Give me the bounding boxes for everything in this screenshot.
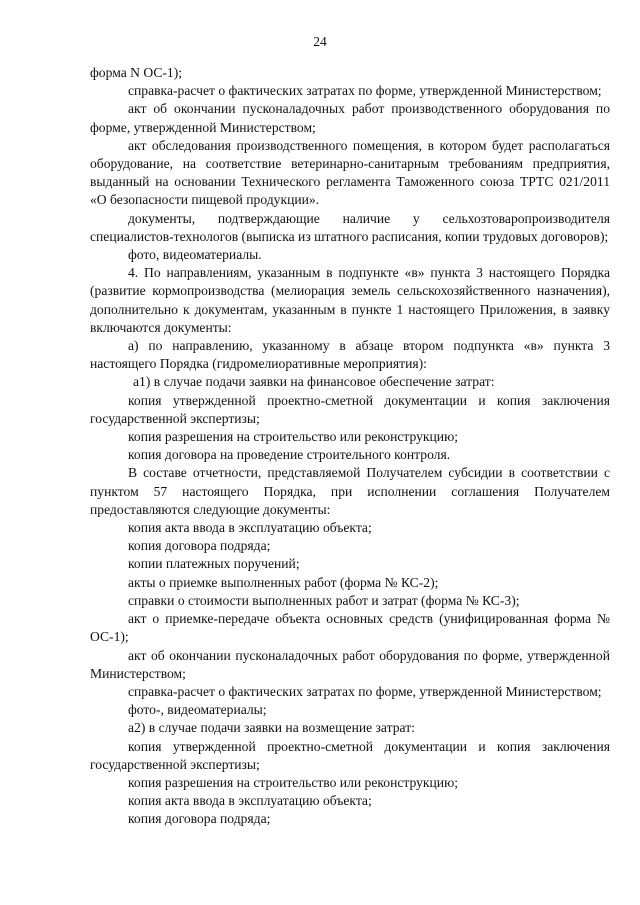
paragraph: акт обследования производственного помещения, в котором будет располагаться оборудование, на соответствие ветеринарно-санитарным требованиям предприятия, выданный на основании Технического регламента Таможенного союза ТРТС 021/2011 «О безопасности пищевой продукции». [90, 137, 610, 208]
paragraph: копия утвержденной проектно-сметной документации и копия заключения государственной экспертизы; [90, 392, 610, 426]
paragraph: В составе отчетности, представляемой Получателем субсидии в соответствии с пунктом 57 настоящего Порядка, при исполнении соглашения Получателем предоставляются следующие документы: [90, 465, 610, 517]
paragraph: форма N ОС-1); [90, 65, 183, 80]
paragraph: акт об окончании пусконаладочных работ производственного оборудования по форме, утвержденной Министерством; [90, 101, 610, 135]
paragraph: а) по направлению, указанному в абзаце втором подпункта «в» пункта 3 настоящего Порядка (гидромелиоративные мероприятия): [90, 338, 610, 372]
paragraph: 4. По направлениям, указанным в подпункте «в» пункта 3 настоящего Порядка (развитие кормопроизводства (мелиорация земель сельскохозяйственного назначения), дополнительно к документам, указанным в пункте 1 настоящего Приложения, в заявку включаются документы: [90, 265, 610, 335]
paragraph: акт об окончании пусконаладочных работ оборудования по форме, утвержденной Министерством; [90, 647, 610, 681]
paragraph: справка-расчет о фактических затратах по форме, утвержденной Министерством; [128, 683, 602, 699]
paragraph: копия договора подряда; [128, 811, 271, 827]
paragraph: копия акта ввода в эксплуатацию объекта; [128, 520, 372, 536]
paragraph: акт о приемке-передаче объекта основных средств (унифицированная форма № ОС-1); [90, 611, 610, 645]
paragraph: копия договора подряда; [128, 538, 271, 554]
paragraph: копии платежных поручений; [128, 556, 300, 572]
paragraph: а1) в случае подачи заявки на финансовое обеспечение затрат: [133, 374, 495, 390]
document-body [90, 64, 610, 829]
paragraph: копия договора на проведение строительного контроля. [128, 447, 451, 463]
page-number: 24 [313, 34, 327, 49]
paragraph: акты о приемке выполненных работ (форма № КС-2); [128, 574, 439, 590]
paragraph: фото-, видеоматериалы; [128, 702, 267, 718]
paragraph: фото, видеоматериалы. [128, 247, 262, 263]
paragraph: копия разрешения на строительство или реконструкцию; [128, 774, 458, 790]
paragraph: справка-расчет о фактических затратах по форме, утвержденной Министерством; [128, 83, 602, 99]
paragraph: а2) в случае подачи заявки на возмещение затрат: [128, 720, 415, 736]
paragraph: копия утвержденной проектно-сметной документации и копия заключения государственной экспертизы; [90, 738, 610, 772]
paragraph: справки о стоимости выполненных работ и затрат (форма № КС-3); [128, 592, 520, 608]
paragraph: копия акта ввода в эксплуатацию объекта; [128, 793, 372, 809]
paragraph: документы, подтверждающие наличие у сельхозтоваропроизводителя специалистов-технологов (выписка из штатного расписания, копии трудовых договоров); [90, 210, 610, 244]
paragraph: копия разрешения на строительство или реконструкцию; [128, 429, 458, 445]
